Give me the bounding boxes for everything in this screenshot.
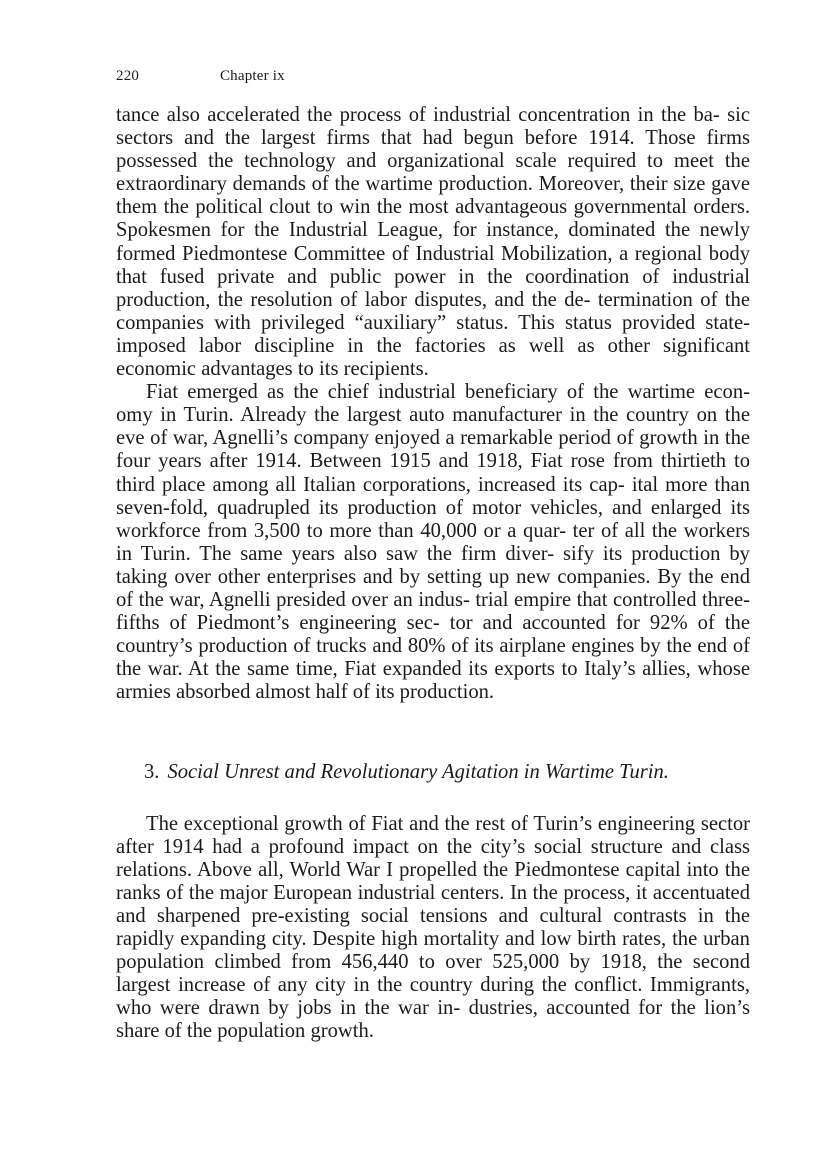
text-line: process, it accentuated and sharpened pre-existing social tensions and xyxy=(116,881,750,927)
text-line: a regional body that fused private and public power in the coordination xyxy=(116,242,750,288)
paragraphs-before-section xyxy=(116,104,750,704)
text-line: ter of all the workers in Turin. The same years also saw the firm diver- xyxy=(116,519,750,565)
text-line: sector after 1914 had a profound impact on the city’s social structure xyxy=(116,812,750,858)
text-line: of industrial production, the resolution of labor disputes, and the de- xyxy=(116,265,750,311)
running-head xyxy=(116,66,750,86)
text-line: thirtieth to third place among all Italian corporations, increased its cap- xyxy=(116,450,751,496)
text-line: cultural contrasts in the rapidly expanding city. Despite high mortality xyxy=(116,904,751,950)
section-number: 3. xyxy=(144,761,160,784)
text-line: new companies. By the end of the war, Agnelli presided over an indus- xyxy=(116,565,750,611)
book-page xyxy=(116,66,750,1043)
chapter-label: Chapter ix xyxy=(219,68,285,84)
text-line: gave them the political clout to win the most advantageous governmental xyxy=(116,173,750,219)
text-line: tance also accelerated the process of industrial concentration in the ba- xyxy=(116,104,720,126)
text-line: termination of the companies with privileged “auxiliary” status. This xyxy=(116,288,750,334)
text-line: status provided state-imposed labor discipline in the factories as well as xyxy=(116,311,750,357)
text-line: Fiat emerged as the chief industrial beneficiary of the wartime econ- xyxy=(146,381,750,404)
body-text xyxy=(116,104,750,1043)
text-line: the eve of war, Agnelli’s company enjoyed a remarkable period of growth xyxy=(116,404,750,450)
paragraph xyxy=(116,813,750,1044)
text-line: and low birth rates, the urban population climbed from 456,440 to over xyxy=(116,928,750,974)
text-line: extraordinary demands of the wartime production. Moreover, their size xyxy=(116,173,706,196)
text-line: possessed the technology and organizational scale required to meet the xyxy=(116,150,750,173)
text-line: in the four years after 1914. Between 1915 and 1918, Fiat rose from xyxy=(116,427,751,473)
text-line: other significant economic advantages to its recipients. xyxy=(116,334,750,381)
text-line: 525,000 by 1918, the second largest increase of any city in the country xyxy=(116,951,750,997)
text-line: orders. Spokesmen for the Industrial League, for instance, dominated xyxy=(116,196,750,242)
text-line: and class relations. Above all, World War I propelled the Piedmontese xyxy=(116,835,750,881)
paragraph xyxy=(116,104,750,381)
text-line: The exceptional growth of Fiat and the rest of Turin’s engineering xyxy=(146,812,696,835)
page-number: 220 xyxy=(116,68,140,84)
text-line: sic sectors and the largest firms that had begun before 1914. Those firms xyxy=(116,104,750,150)
section-heading xyxy=(116,704,750,812)
text-line: omy in Turin. Already the largest auto manufacturer in the country on xyxy=(116,404,718,427)
text-line: half of its production. xyxy=(315,681,495,704)
text-line: 80% of its airplane engines by the end of the war. At the same time, xyxy=(116,635,750,681)
text-line: during the conflict. Immigrants, who were drawn by jobs in the war in- xyxy=(116,974,750,1020)
paragraph xyxy=(116,381,750,704)
text-line: the newly formed Piedmontese Committee of Industrial Mobilization, xyxy=(116,219,750,265)
text-line: tor and accounted for 92% of the country’s production of trucks and xyxy=(116,612,750,658)
text-line: Fiat expanded its exports to Italy’s allies, whose armies absorbed almost xyxy=(116,658,750,704)
text-line: and enlarged its workforce from 3,500 to more than 40,000 or a quar- xyxy=(116,496,750,542)
text-line: ital more than seven-fold, quadrupled its production of motor vehicles, xyxy=(116,473,750,519)
text-line: dustries, accounted for the lion’s share of the population growth. xyxy=(116,997,750,1043)
paragraphs-after-section xyxy=(116,813,750,1044)
text-line: sify its production by taking over other enterprises and by setting up xyxy=(116,542,750,588)
text-line: trial empire that controlled three-fifths of Piedmont’s engineering sec- xyxy=(116,588,750,635)
section-title: Social Unrest and Revolutionary Agitation in Wartime Turin. xyxy=(167,761,669,784)
text-line: capital into the ranks of the major European industrial centers. In the xyxy=(116,858,750,904)
